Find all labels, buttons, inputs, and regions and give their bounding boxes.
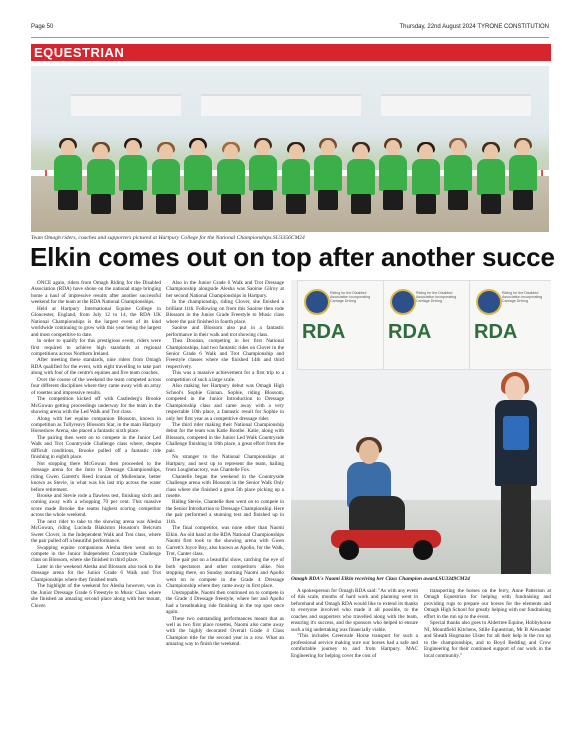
article-paragraph: Over the course of the weekend the team competed across four different disciplines where they came away with an array of rosettes and impressive results.: [31, 376, 161, 396]
team-member: [216, 144, 246, 214]
team-member: [151, 144, 181, 214]
team-member: [183, 140, 213, 210]
article-paragraph: Saoirse and Blossom also put in a fantastic performance in their walk and trot showing class.: [166, 325, 284, 338]
rda-banner: [469, 280, 551, 370]
article-paragraph: These two outstanding performances meant that as well as two first place rosettes, Naomi also came away with the highly decorated Overall Grade 4 Class Champion title for the second year in a row. What an amazing way to finish the weekend.: [166, 615, 284, 648]
article-headline: Elkin comes out on top after another succe: [30, 242, 555, 272]
article-paragraph: Riding Stevie, Chantelle then went on to compete in the Senior Introduction to Dressage Championship. Here the pair performed a stunning test and finished up in 11th.: [166, 499, 284, 525]
rda-seal-icon: [390, 289, 416, 315]
article-paragraph: Chantelle began the weekend in the Countryside Challenge arena with Blossom in the Senior Walk Only class where she finished a great 5th place picking up a rosette.: [166, 473, 284, 499]
photo-caption: Team Omagh riders, coaches and supporters pictured at Hartpury College for the National Championships.SU3356CM24: [31, 235, 305, 241]
article-paragraph: The third rider making their National Championship debut for the team was Katie Boothe. Katie, along with Blossom, competed in the Junior Led Walk Countryside Challenge finishing in 18th place, a great effort from the pair.: [166, 421, 284, 454]
article-paragraph: The pair put on a beautiful show, catching the eye of both spectators and other competitors alike. Not stopping there, on Sunday morning Naomi and Apollo went on to compete in the Grade 4 Dressage Championship where they came away in first place.: [166, 557, 284, 590]
rda-seal-icon: [476, 289, 502, 315]
article-paragraph: The pairing then went on to compete in the Junior Led Walk and Trot Countryside Challenge class where, despite difficult conditions, Brooke pulled off a fantastic ride finishing in eighth place.: [31, 434, 161, 461]
article-paragraph: No stranger to the National Championships at Hartpury, and next up to represent the team, hailing from Loughmacrory, was Chantelle Fox.: [166, 454, 284, 474]
article-paragraph: Also in the Junior Grade 6 Walk and Trot Dressage Championship alongside Alesha was Saoirse Gilroy at her second National Championships in Hartpury.: [166, 280, 284, 299]
rda-seal-icon: [304, 289, 330, 315]
article-paragraph: Special thanks also goes to Aldertree Equine, Hobbyhorse NI, Mountfield Kitchens, Stille Equestrian, Mr B Alexander and Sheath Hogmaine Ulster for all their help in the run up to the championships, and to Boyd Bedding and Crow Engineering for their continued support of our work in the local community.": [424, 620, 551, 659]
team-member: [411, 144, 441, 214]
team-member: [346, 144, 376, 214]
banner-tagline: Riding for the Disabled Association incorporating Carriage Driving: [502, 291, 543, 304]
article-paragraph: The competition kicked off with Castlederg's Brooke McGowan getting proceedings underway for the team in the showing arena with the Led Walk and Trot class.: [31, 396, 161, 416]
article-paragraph: Thea Doonan, competing in her first National Championships, had two fantastic rides on Clover in the Senior Grade 6 Walk and Trot Championship and Freestyle classes where she finished 14th and third respectively.: [166, 338, 284, 370]
section-banner: [31, 44, 551, 61]
rda-banner: [383, 280, 471, 370]
article-paragraph: Held at Hartpury International Equine College in Gloucester, England, from July 12 to 14, the RDA UK National Championships is the largest event of its kind worldwide continuing to grow with this year being the largest and most competitive to date.: [31, 305, 161, 338]
banner-logo-text: RDA: [302, 321, 346, 343]
standing-presenter: [491, 376, 541, 574]
mobility-scooter: [331, 496, 441, 558]
article-paragraph: ONCE again, riders from Omagh Riding for the Disabled Association (RDA) have shone on the national stage bringing home a haul of impressive results after another successful weekend for the team at the RDA National Championships.: [31, 280, 161, 306]
marquee: [71, 94, 181, 116]
article-paragraph: transporting the horses on the ferry, Anne Patterson at Omagh Equestrian for helping with fundraising and providing rugs to prepare our horses for the elements and Omagh High School for greatly helping with our fundraising effort in the run up to the event.: [424, 588, 551, 620]
team-member: [378, 140, 408, 210]
article-column-2: [166, 280, 284, 708]
article-column-3: [291, 588, 418, 708]
article-paragraph: Also making her Hartpury debut was Omagh High School's Sophie Ginnan. Sophie, riding Blossom, competed in the Junior Introduction to Dressage Championship class and came away with a very respectable 10th place, a fantastic result for Sophie in only her first year as a competitive dressage rider.: [166, 383, 284, 422]
team-member: [281, 144, 311, 214]
team-photo: [31, 66, 549, 232]
article-paragraph: After meeting these standards, nine riders from Omagh RDA qualified for the event, with eight travelling to take part along with four of the centre's equines and five team coaches.: [31, 357, 161, 377]
article-paragraph: Unstoppable, Naomi then continued on to compete in the Grade 4 Dressage freestyle, where her and Apollo had a breathtaking ride finishing in the top spot once again.: [166, 589, 284, 616]
team-member: [248, 140, 278, 210]
team-member: [53, 140, 83, 210]
article-paragraph: Not stopping there McGowan then proceeded to the dressage arena for the Intro to Dressage Championships, riding Gwen Garrett's Reed Iconian of Mullenlane, better known as Stevie, in what was his last trip across the water before retirement.: [31, 460, 161, 493]
team-member: [118, 140, 148, 210]
article-paragraph: A spokesperson for Omagh RDA said: "As with any event of this scale, months of hard work and planning went in beforehand and Omagh RDA would like to extend its thanks to everyone involved who made it all possible, to the coaches and supporters who travelled along with the team, ensuring it's success, and the sponsors who helped to ensure such a big undertaking was financially viable.: [291, 588, 418, 633]
article-paragraph: Along with her equine companion Blossom, known in competition as Tullyreavy Blossom Star, in the main Hartpury Horseshow Arena, she placed a fantastic sixth place.: [31, 415, 161, 435]
team-member: [508, 140, 538, 210]
article-paragraph: Later in the weekend Alesha and Blossom also took to the dressage arena for the Junior Grade 6 Walk and Trot Championships where they finished tenth.: [31, 563, 161, 583]
banner-logo-text: RDA: [388, 321, 432, 343]
team-member: [476, 144, 506, 214]
article-paragraph: "This includes Greenvale Horse transport for such a professional service making sure our horses had a safe and comfortable journey to and from Hartpury. MAC Engineering for helping cover the cost of: [291, 633, 418, 659]
article-paragraph: The highlight of the weekend for Alesha however, was in the Junior Dressage Grade 6 Freestyle to Music Class where she finished an amazing second place along with her mount, Clover.: [31, 583, 161, 609]
article-paragraph: Swapping equine companions Alesha then went on to compete in the Junior Independent Countryside Challenge class on Blossom, where she finished in third place.: [31, 544, 161, 564]
banner-tagline: Riding for the Disabled Association incorporating Carriage Driving: [330, 291, 371, 304]
article-paragraph: Brooke and Stevie rode a flawless test, finishing sixth and coming away with a whopping 70 per cent. This massive score made Brooke the teams highest scoring competitor across the whole weekend.: [31, 492, 161, 519]
article-column-4: [424, 588, 551, 708]
banner-tagline: Riding for the Disabled Association incorporating Carriage Driving: [416, 291, 457, 304]
article-paragraph: The next rider to take to the showing arena was Alesha McGowan, riding Lucinda Blakiston Houston's Belcrum Sweet Clover, in the Independent Walk and Trot class, where the pair pulled off a beautiful performance.: [31, 518, 161, 545]
award-photo: [291, 280, 551, 574]
article-column-1: [31, 280, 161, 708]
article-paragraph: In order to qualify for this prestigious event, riders were first required to achieve high standards at regional competitions across Northern Ireland.: [31, 338, 161, 357]
page-header: [31, 22, 549, 34]
date-line: Thursday, 22nd August 2024 TYRONE CONSTITUTION: [399, 24, 549, 30]
marquee: [381, 94, 531, 116]
article-paragraph: The final competitor, was none other than Naomi Elkin. An old hand at the RDA National Championships Naomi first took to the showing arena with Gwen Garrett's Joyce Boy, also known as Apollo, for the Walk, Trot, Canter class.: [166, 525, 284, 558]
header-rule: [31, 37, 549, 38]
marquee: [201, 94, 361, 116]
banner-logo-text: RDA: [474, 321, 518, 343]
award-photo-caption: Omagh RDA's Naomi Elkin receiving her Class Champion award.SU3349CM24: [291, 576, 470, 582]
page-number: Page 50: [31, 24, 54, 30]
section-label: EQUESTRIAN: [34, 45, 125, 60]
team-member: [313, 140, 343, 210]
article-paragraph: This was a massive achievement for a first trip to a competition of such a large scale.: [166, 370, 284, 383]
team-member: [86, 144, 116, 214]
rda-banner: [297, 280, 385, 370]
team-member: [443, 140, 473, 210]
article-paragraph: In the championship, riding Clover, she finished a brilliant 11th. Following on from this Saoirse then rode Blossom in the Junior Grade Freestyle to Music class where the pair finished in fourth place.: [166, 299, 284, 325]
